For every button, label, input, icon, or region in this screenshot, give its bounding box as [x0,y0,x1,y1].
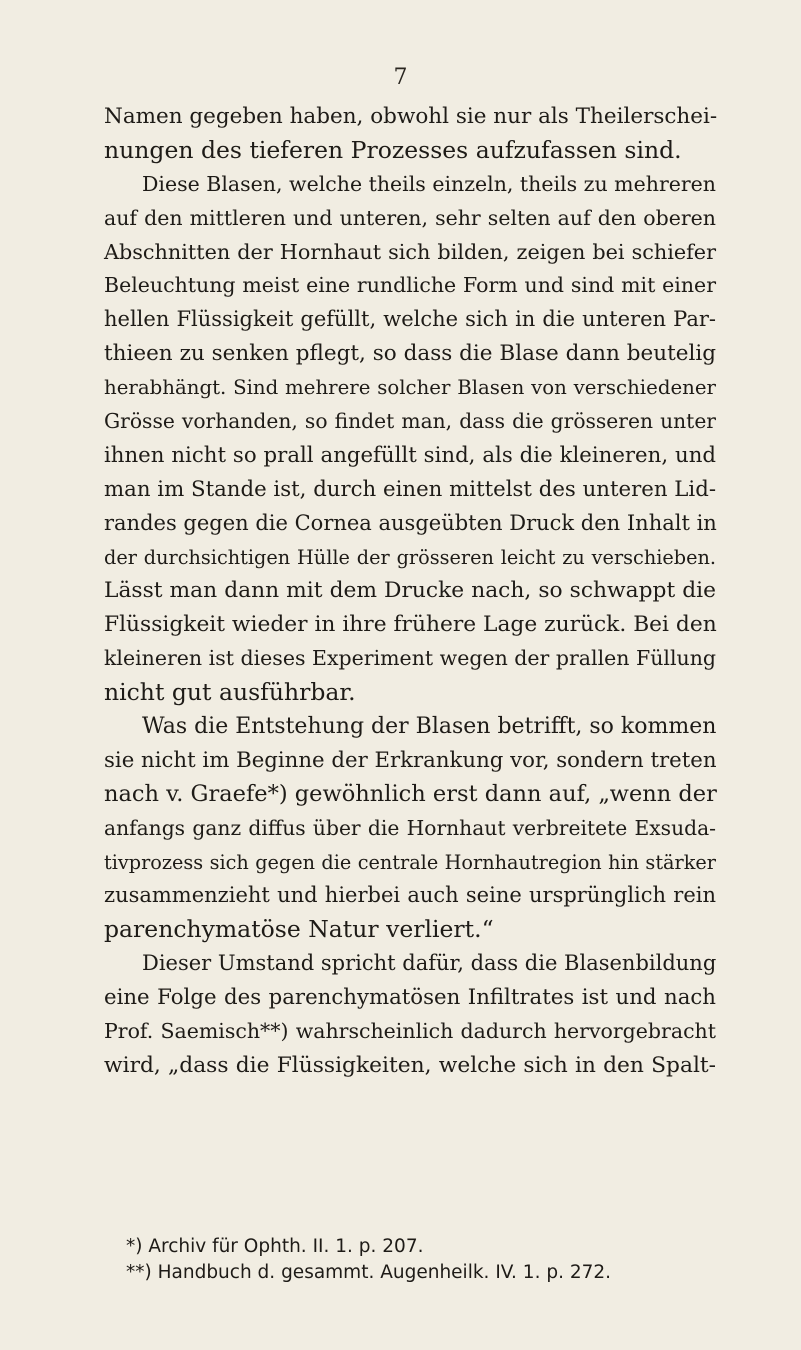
text-line: nach v. Graefe*) gewöhnlich erst dann auf, „wenn der [104,780,717,807]
text-line: tivprozess sich gegen die centrale Hornhautregion hin stärker [104,850,716,874]
text-line: nicht gut ausführbar. [104,678,356,707]
footnote: *) Archiv für Ophth. II. 1. p. 207. [126,1236,424,1257]
text-line: kleineren ist dieses Experiment wegen der prallen Füllung [104,646,717,671]
text-line: Lässt man dann mit dem Drucke nach, so schwappt die [104,578,716,604]
text-line: randes gegen die Cornea ausgeübten Druck den Inhalt in [104,510,717,535]
text-line: der durchsichtigen Hülle der grösseren leicht zu verschieben. [104,545,716,569]
paragraph-start-line: Was die Entstehung der Blasen betrifft, so kommen [142,714,717,740]
footnote: **) Handbuch d. gesammt. Augenheilk. IV. 1. p. 272. [126,1262,612,1283]
page-number: 7 [393,65,408,90]
text-line: herabhängt. Sind mehrere solcher Blasen von verschiedener [104,376,716,400]
text-line: wird, „dass die Flüssigkeiten, welche sich in den Spalt- [104,1052,716,1078]
text-line: ihnen nicht so prall angefüllt sind, als die kleineren, und [104,442,716,468]
text-line: nungen des tieferen Prozesses aufzufassen sind. [104,135,682,164]
text-line: thieen zu senken pflegt, so dass die Blase dann beutelig [104,341,716,367]
body-text [104,100,716,1083]
text-line: man im Stande ist, durch einen mittelst des unteren Lid- [104,476,716,502]
text-line: Flüssigkeit wieder in ihre frühere Lage zurück. Bei den [104,612,717,638]
text-line: parenchymatöse Natur verliert.“ [104,915,494,944]
text-line: anfangs ganz diffus über die Hornhaut verbreitete Exsuda- [104,815,716,840]
text-line: eine Folge des parenchymatösen Infiltrates ist und nach [104,985,716,1011]
text-line: sie nicht im Beginne der Erkrankung vor, sondern treten [104,747,717,773]
text-line: zusammenzieht und hierbei auch seine ursprünglich rein [104,883,716,908]
text-line: Abschnitten der Hornhaut sich bilden, zeigen bei schiefer [104,239,716,264]
text-line: hellen Flüssigkeit gefüllt, welche sich in die unteren Par- [104,307,716,332]
text-line: Grösse vorhanden, so findet man, dass die grösseren unter [104,409,716,434]
paragraph-start-line: Dieser Umstand spricht dafür, dass die Blasenbildung [142,951,717,976]
paragraph-start-line: Diese Blasen, welche theils einzeln, theils zu mehreren [142,171,717,196]
text-line: Beleuchtung meist eine rundliche Form und sind mit einer [104,273,716,298]
text-line: auf den mittleren und unteren, sehr selten auf den oberen [104,205,716,230]
text-line: Namen gegeben haben, obwohl sie nur als Theilerschei- [104,104,718,129]
footnotes [104,1234,716,1286]
text-line: Prof. Saemisch**) wahrscheinlich dadurch hervorgebracht [104,1019,716,1044]
